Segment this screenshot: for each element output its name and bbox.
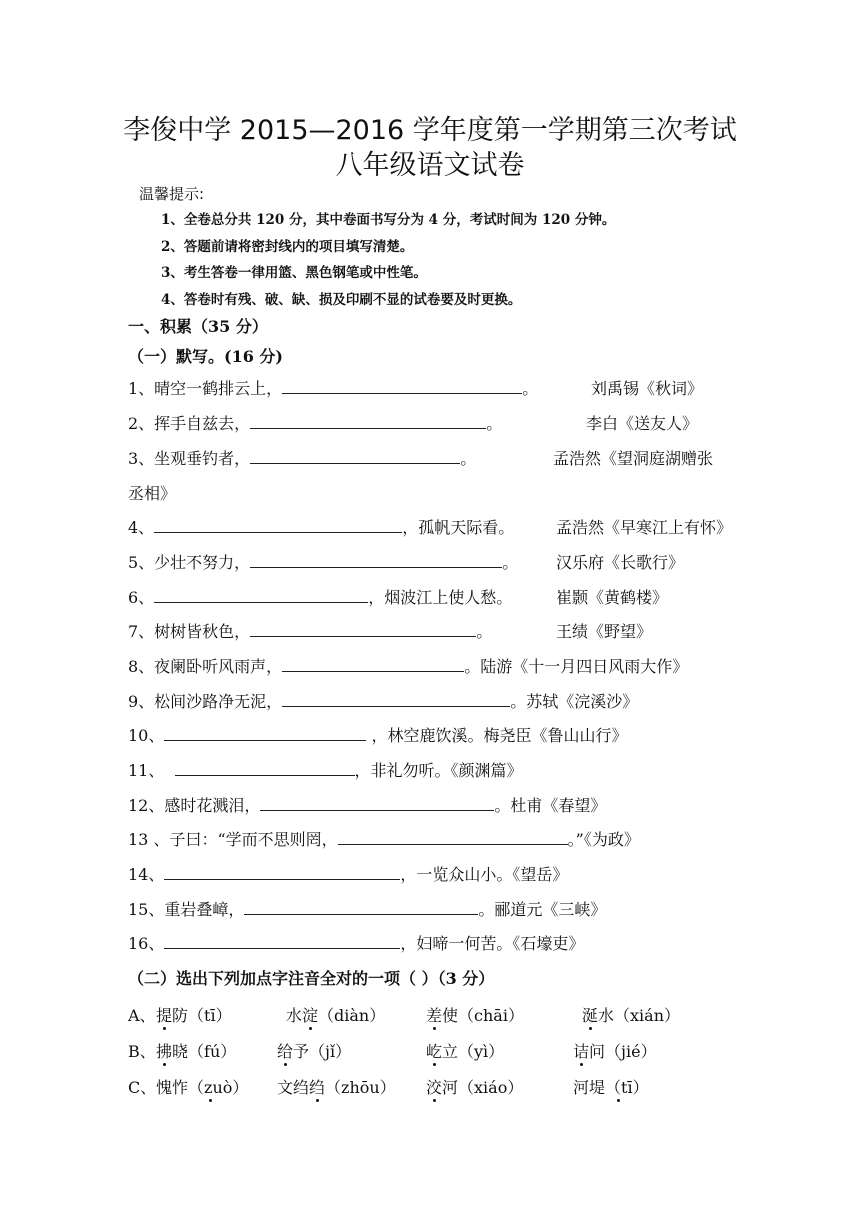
question-2-source: 李白《送友人》 [586, 414, 699, 433]
answer-blank[interactable] [250, 622, 476, 637]
answer-blank[interactable] [164, 726, 366, 741]
question-1-source: 刘禹锡《秋词》 [591, 379, 704, 398]
answer-blank[interactable] [164, 934, 400, 949]
question-6: 6、 ，烟波江上使人愁。 [128, 588, 513, 607]
answer-blank[interactable] [164, 865, 400, 880]
question-14: 14、 ，一览众山小。《望岳》 [128, 865, 569, 884]
part-1-title: （一）默写。(16 分) [128, 347, 283, 366]
question-11: 11、 ，非礼勿听。《颜渊篇》 [128, 761, 523, 780]
answer-blank[interactable] [175, 761, 355, 776]
tip-item: 3、考生答卷一律用篮、黑色钢笔或中性笔。 [161, 265, 427, 281]
answer-blank[interactable] [282, 692, 510, 707]
option-b-item: 给予（jǐ） [277, 1042, 352, 1061]
option-a-item: 涎水（xián） [582, 1006, 681, 1025]
answer-blank[interactable] [282, 657, 464, 672]
answer-blank[interactable] [338, 830, 568, 845]
question-5-source: 汉乐府《长歌行》 [556, 553, 685, 572]
question-8: 8、夜阑卧听风雨声， 。陆游《十一月四日风雨大作》 [128, 657, 689, 676]
option-c-item: 洨河（xiáo） [426, 1078, 524, 1097]
option-b-item: 诘问（jié） [573, 1042, 657, 1061]
option-b-label: B、 [128, 1042, 156, 1061]
answer-blank[interactable] [244, 900, 478, 915]
tip-item: 2、答题前请将密封线内的项目填写清楚。 [161, 239, 414, 255]
question-12: 12、感时花溅泪， 。杜甫《春望》 [128, 796, 607, 815]
exam-title-line1: 李俊中学 2015—2016 学年度第一学期第三次考试 [123, 115, 737, 146]
option-c-item: 愧怍（zuò） [156, 1078, 249, 1097]
question-13: 13 、子曰：“学而不思则罔， 。”《为政》 [128, 830, 640, 849]
option-c-item: 河堤（tī） [573, 1078, 649, 1097]
tip-item: 4、答卷时有残、破、缺、损及印刷不显的试卷要及时更换。 [161, 292, 522, 308]
answer-blank[interactable] [282, 379, 522, 394]
option-a-item: 差使（chāi） [426, 1006, 524, 1025]
option-b-item: 屹立（yì） [426, 1042, 505, 1061]
answer-blank[interactable] [250, 449, 460, 464]
question-4: 4、 ，孤帆天际看。 [128, 518, 515, 537]
part-2-title: （二）选出下列加点字注音全对的一项（ ）（3 分） [128, 969, 495, 988]
tips-heading: 温馨提示: [139, 185, 205, 203]
question-3-source: 孟浩然《望洞庭湖赠张 [553, 449, 714, 468]
question-3-source-cont: 丞相》 [128, 484, 177, 503]
answer-blank[interactable] [260, 796, 494, 811]
question-4-source: 孟浩然《早寒江上有怀》 [556, 518, 733, 537]
question-10: 10、 ，林空鹿饮溪。梅尧臣《鲁山山行》 [128, 726, 628, 745]
answer-blank[interactable] [154, 518, 402, 533]
option-a-item: 提防（tī） [156, 1006, 232, 1025]
question-15: 15、重岩叠嶂， 。郦道元《三峡》 [128, 900, 607, 919]
option-b-item: 拂晓（fú） [156, 1042, 237, 1061]
section-1-title: 一、积累（35 分） [128, 317, 268, 336]
option-c-label: C、 [128, 1078, 157, 1097]
option-a-label: A、 [128, 1006, 156, 1025]
question-1: 1、晴空一鹤排云上， 。 [128, 379, 539, 398]
question-7: 7、树树皆秋色， 。 [128, 622, 493, 641]
question-7-source: 王绩《野望》 [556, 622, 653, 641]
answer-blank[interactable] [154, 588, 368, 603]
tip-item: 1、全卷总分共 120 分，其中卷面书写分为 4 分，考试时间为 120 分钟。 [161, 212, 616, 228]
option-c-item: 文绉绉（zhōu） [277, 1078, 396, 1097]
question-9: 9、松间沙路净无泥， 。苏轼《浣溪沙》 [128, 692, 639, 711]
exam-title-line2: 八年级语文试卷 [335, 150, 525, 181]
question-6-source: 崔颢《黄鹤楼》 [556, 588, 669, 607]
option-a-item: 水淀（diàn） [286, 1006, 386, 1025]
question-2: 2、挥手自兹去， 。 [128, 414, 503, 433]
question-16: 16、 ，妇啼一何苦。《石壕吏》 [128, 934, 585, 953]
question-3: 3、坐观垂钓者， 。 [128, 449, 477, 468]
question-5: 5、少壮不努力， 。 [128, 553, 519, 572]
answer-blank[interactable] [250, 553, 502, 568]
answer-blank[interactable] [250, 414, 486, 429]
